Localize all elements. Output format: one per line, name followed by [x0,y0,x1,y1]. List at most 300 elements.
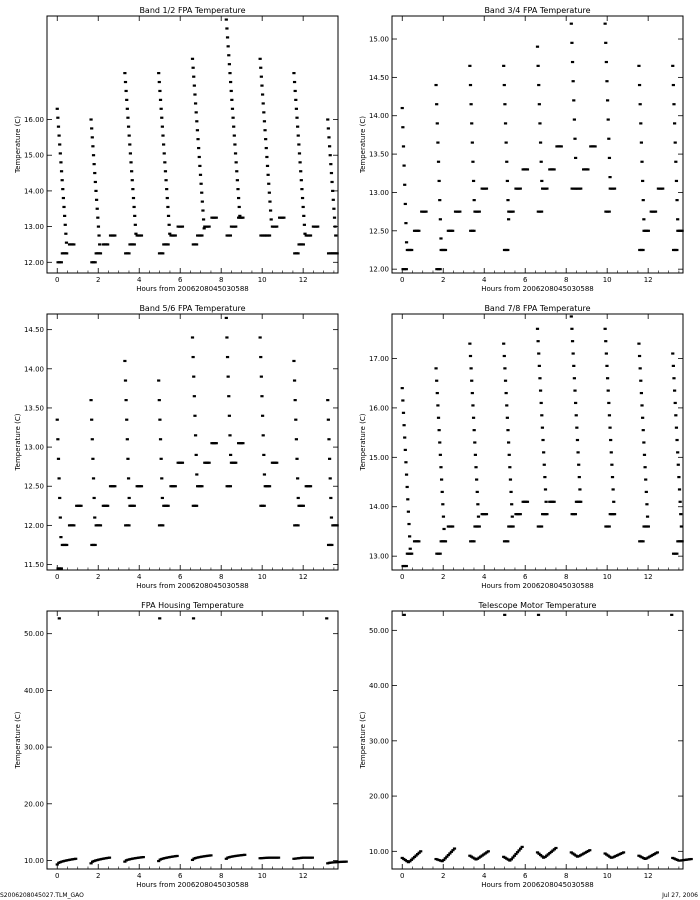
data-point [262,102,265,104]
data-point [292,72,295,74]
data-point [410,553,413,555]
data-point [59,516,62,518]
data-point [58,143,61,145]
data-point [640,141,643,143]
x-tick-label: 10 [602,872,612,880]
data-point [225,336,228,338]
data-point [579,188,582,190]
data-point [57,134,60,136]
data-point [126,108,129,110]
data-point [234,225,237,227]
data-point [542,451,545,453]
data-point [401,387,404,389]
y-tick-label: 11.50 [23,561,44,570]
data-point [639,367,642,369]
data-point [158,81,161,83]
data-point [540,211,543,213]
data-point [241,217,244,219]
data-point [576,451,579,453]
data-point [519,188,522,190]
y-tick-label: 15.00 [23,151,44,160]
data-point [575,427,578,429]
data-point [606,99,609,101]
y-tick-label: 10.00 [23,856,44,865]
data-point [268,192,271,194]
data-point [573,138,576,140]
x-tick-label: 2 [95,573,101,581]
x-tick-label: 6 [177,573,183,581]
data-point [269,209,272,211]
data-point [194,434,197,436]
data-point [263,129,266,131]
data-point [405,474,408,476]
x-tick-label: 4 [481,872,487,880]
data-point [502,343,505,345]
data-point [262,434,265,436]
data-point [162,143,165,145]
data-point [311,857,314,859]
data-point [675,199,678,201]
data-point [93,516,96,518]
data-point [439,237,442,239]
data-point [325,617,328,619]
data-point [471,141,474,143]
data-point [126,458,129,460]
data-point [646,516,649,518]
data-point [293,379,296,381]
data-point [225,18,228,20]
data-point [56,419,59,421]
data-point [195,243,198,245]
data-point [439,454,442,456]
data-point [503,367,506,369]
x-tick-label: 6 [177,872,183,880]
y-axis-label: Temperature (C) [14,413,22,471]
chart-title: Band 3/4 FPA Temperature [484,6,591,15]
data-point [690,858,693,860]
data-point [228,72,231,74]
data-point [140,485,143,487]
data-point [637,65,640,67]
y-tick-label: 12.00 [368,265,389,274]
data-point [275,225,278,227]
data-point [607,390,610,392]
data-point [62,197,65,199]
chart-title: Band 7/8 FPA Temperature [484,304,591,313]
data-point [571,340,574,342]
data-point [606,377,609,379]
data-point [402,145,405,147]
data-point [56,438,59,440]
data-point [681,230,684,232]
data-point [161,126,164,128]
data-point [91,438,94,440]
data-point [476,503,479,505]
data-point [471,404,474,406]
x-tick-label: 8 [563,872,569,880]
plot-frame [47,16,338,273]
data-point [65,252,68,254]
data-point [672,103,675,105]
data-point [303,224,306,226]
data-point [106,505,109,507]
data-point [165,188,168,190]
data-point [209,854,212,856]
data-point [59,536,62,538]
data-point [225,27,228,29]
data-point [233,143,236,145]
chart-title: Telescope Motor Temperature [478,601,597,610]
data-point [259,356,262,358]
data-point [404,203,407,205]
data-point [458,211,461,213]
x-tick-label: 8 [563,573,569,581]
data-point [302,243,305,245]
data-point [612,488,615,490]
data-point [157,379,160,381]
data-point [333,217,336,219]
chart-panel [359,601,693,889]
data-point [125,90,128,92]
data-point [195,111,198,113]
data-point [675,180,678,182]
x-tick-label: 0 [55,573,60,581]
data-point [57,458,60,460]
data-point [506,199,509,201]
data-point [94,261,97,263]
data-point [478,525,481,527]
data-point [57,477,60,479]
data-point [227,45,230,47]
data-point [537,340,540,342]
data-point [329,154,332,156]
data-point [441,491,444,493]
data-point [538,122,541,124]
chart-panel [359,304,684,590]
data-point [330,172,333,174]
data-point [295,458,298,460]
data-point [677,476,680,478]
data-point [201,201,204,203]
data-point [672,365,675,367]
data-point [538,103,541,105]
data-point [642,429,645,431]
data-point [243,854,246,856]
y-tick-label: 14.00 [368,112,389,121]
chart-title: Band 1/2 FPA Temperature [139,6,246,15]
data-point [157,72,160,74]
data-point [552,168,555,170]
x-tick-label: 10 [257,573,267,581]
data-point [296,524,299,526]
x-tick-label: 4 [481,276,487,284]
data-point [270,218,273,220]
data-point [113,485,116,487]
data-point [133,505,136,507]
y-tick-label: 14.50 [23,326,44,335]
x-tick-label: 10 [257,872,267,880]
data-point [191,336,194,338]
data-point [578,488,581,490]
data-point [282,217,285,219]
data-point [158,90,161,92]
data-point [299,170,302,172]
data-point [510,503,513,505]
data-point [572,365,575,367]
data-point [336,252,339,254]
data-point [328,458,331,460]
data-point [195,505,198,507]
data-point [229,454,232,456]
data-point [238,206,241,208]
data-point [99,252,102,254]
data-point [508,466,511,468]
data-point [640,404,643,406]
x-axis-label: Hours from 2006208045030588 [136,582,249,590]
data-point [125,399,128,401]
data-point [133,215,136,217]
data-point [192,376,195,378]
data-point [401,399,404,401]
data-point [265,147,268,149]
x-tick-label: 4 [136,872,142,880]
data-point [406,486,409,488]
data-point [63,215,66,217]
data-point [336,524,339,526]
data-point [403,184,406,186]
x-tick-label: 8 [563,276,569,284]
data-point [521,846,524,848]
data-point [439,268,442,270]
data-point [609,439,612,441]
data-point [263,120,266,122]
data-point [296,126,299,128]
data-point [334,225,337,227]
data-point [647,230,650,232]
data-point [676,451,679,453]
data-point [605,352,608,354]
data-point [198,156,201,158]
data-point [641,180,644,182]
data-point [608,211,611,213]
data-point [265,156,268,158]
data-point [605,61,608,63]
data-point [193,415,196,417]
data-point [507,218,510,220]
data-point [166,206,169,208]
data-point [640,161,643,163]
x-tick-label: 10 [257,276,267,284]
data-point [128,497,131,499]
data-point [560,145,563,147]
data-point [642,218,645,220]
data-point [227,395,230,397]
x-tick-label: 6 [522,872,528,880]
data-point [237,197,240,199]
data-point [164,170,167,172]
data-point [297,497,300,499]
data-point [334,234,337,236]
data-point [476,491,479,493]
data-point [227,376,230,378]
data-point [93,163,96,165]
data-point [129,152,132,154]
data-point [159,438,162,440]
data-point [127,126,130,128]
data-point [176,855,179,857]
data-point [474,466,477,468]
x-tick-label: 2 [95,872,101,880]
x-tick-label: 6 [522,276,528,284]
data-points [56,617,348,865]
data-point [163,152,166,154]
data-point [295,108,298,110]
data-point [130,170,133,172]
data-point [199,174,202,176]
data-point [227,54,230,56]
data-point [674,141,677,143]
data-point [487,850,490,852]
data-point [537,614,540,616]
data-point [545,513,548,515]
data-point [509,478,512,480]
data-point [125,99,128,101]
data-point [575,414,578,416]
data-point [526,501,529,503]
data-point [263,505,266,507]
data-point [539,390,542,392]
data-point [506,540,509,542]
chart-panel [14,601,348,889]
y-tick-label: 12.00 [23,521,44,530]
data-point [438,429,441,431]
data-point [477,516,480,518]
data-point [259,58,262,60]
data-point [451,525,454,527]
data-point [439,553,442,555]
data-point [89,399,92,401]
chart-title: FPA Housing Temperature [141,601,244,610]
data-point [604,23,607,25]
data-point [123,360,126,362]
data-point [61,179,64,181]
data-point [297,143,300,145]
data-point [470,367,473,369]
data-point [485,513,488,515]
data-point [231,108,234,110]
data-point [469,355,472,357]
data-point [345,861,348,863]
data-point [329,497,332,499]
data-point [406,498,409,500]
x-tick-label: 12 [643,872,653,880]
data-point [330,516,333,518]
data-point [193,395,196,397]
y-tick-label: 12.00 [23,258,44,267]
data-point [125,419,128,421]
data-point [158,419,161,421]
y-axis-label: Temperature (C) [359,116,367,173]
data-point [574,402,577,404]
data-point [672,84,675,86]
data-point [207,462,210,464]
data-point [503,614,506,616]
data-point [292,360,295,362]
data-point [439,218,442,220]
data-point [93,172,96,174]
x-tick-label: 0 [55,276,60,284]
plot-frame [392,314,683,570]
data-point [507,441,510,443]
data-point [679,513,682,515]
data-point [126,117,129,119]
chart-title: Band 5/6 FPA Temperature [139,304,246,313]
data-point [572,352,575,354]
data-point [302,215,305,217]
x-axis-label: Hours from 2006208045030588 [136,285,249,293]
data-point [92,154,95,156]
data-point [193,93,196,95]
data-point [570,315,573,317]
data-point [261,93,264,95]
data-point [59,152,62,154]
data-point [327,127,330,129]
x-tick-label: 12 [643,276,653,284]
data-point [605,365,608,367]
data-point [610,451,613,453]
data-point [294,99,297,101]
data-point [94,544,97,546]
data-point [200,485,203,487]
data-point [401,107,404,109]
data-point [681,540,684,542]
data-point [268,234,271,236]
data-point [573,118,576,120]
data-point [226,356,229,358]
data-point [471,392,474,394]
x-axis-label: Hours from 2006208045030588 [481,582,594,590]
data-point [330,544,333,546]
data-point [526,168,529,170]
data-point [505,141,508,143]
data-point [191,58,194,60]
data-point [236,179,239,181]
data-point [645,503,648,505]
data-point [593,145,596,147]
data-point [74,858,77,860]
data-point [654,211,657,213]
data-point [536,328,539,330]
data-point [294,419,297,421]
data-point [60,567,63,569]
data-point [131,179,134,181]
data-point [57,126,60,128]
x-tick-label: 12 [298,573,308,581]
data-point [444,540,447,542]
data-point [538,365,541,367]
x-tick-label: 12 [643,573,653,581]
data-point [470,122,473,124]
y-tick-label: 10.00 [368,847,389,856]
plot-frame [47,611,338,869]
data-point [235,161,238,163]
data-point [540,161,543,163]
data-point [407,523,410,525]
data-point [309,234,312,236]
data-point [332,208,335,210]
data-point [226,36,229,38]
data-point [236,188,239,190]
